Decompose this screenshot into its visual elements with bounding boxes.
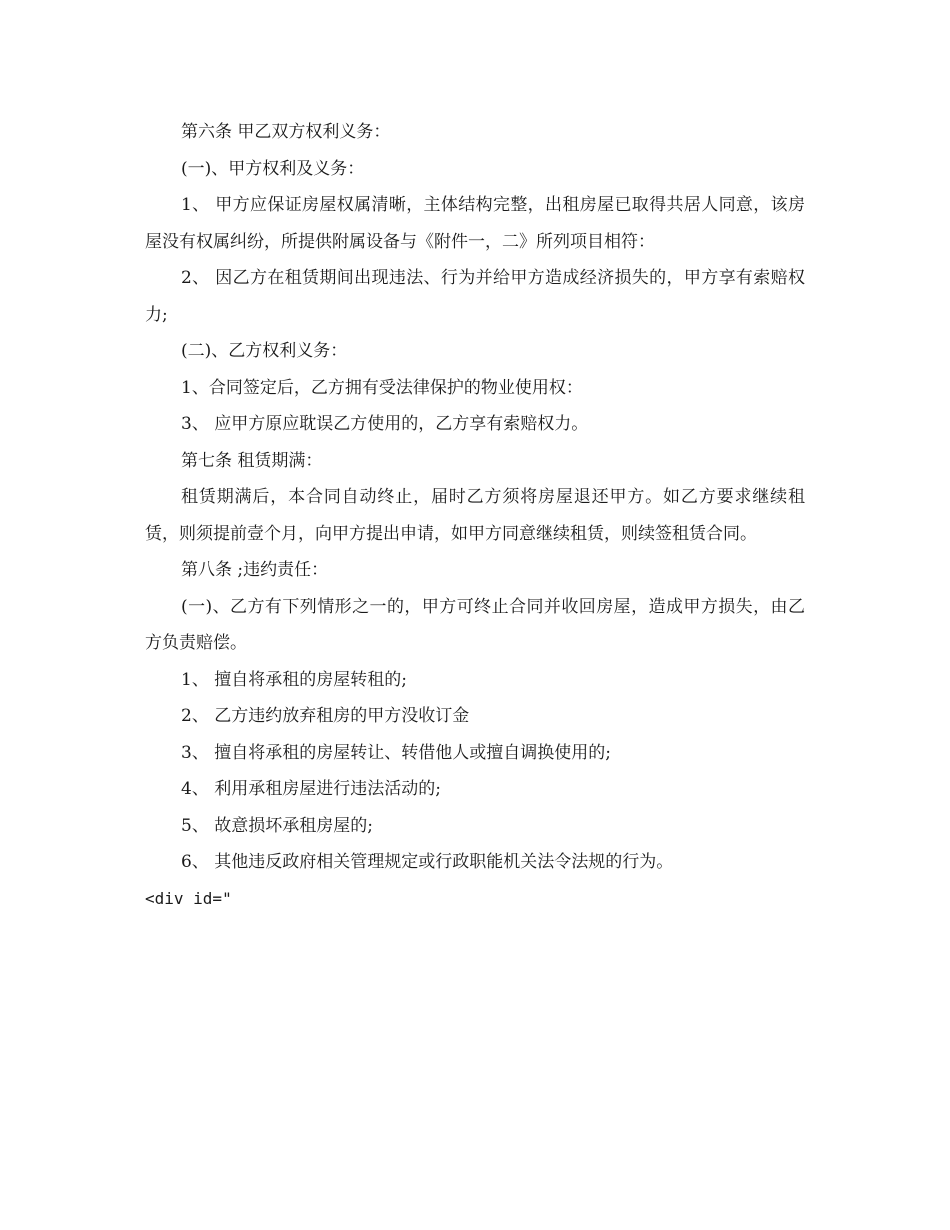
party-a-rights-heading: (一)、甲方权利及义务：	[181, 158, 365, 179]
article-6-heading: 第六条 甲乙双方权利义务：	[181, 122, 391, 142]
party-b-rights-heading: (二)、乙方权利义务：	[181, 341, 348, 361]
party-b-clause-3: 3、 应甲方原应耽误乙方使用的，乙方享有索赔权力。	[181, 414, 589, 434]
article-8-intro: (一)、乙方有下列情形之一的，甲方可终止合同并收回房屋，造成甲方损失，由乙方负责赔偿。	[145, 596, 805, 653]
party-b-clause-1: 1、合同签定后，乙方拥有受法律保护的物业使用权：	[181, 377, 583, 398]
breach-item-5: 5、 故意损坏承租房屋的;	[181, 815, 373, 836]
breach-item-3: 3、 擅自将承租的房屋转让、转借他人或擅自调换使用的;	[181, 742, 611, 763]
breach-item-1: 1、 擅自将承租的房屋转租的;	[181, 669, 407, 690]
article-8-heading: 第八条 ;违约责任：	[181, 560, 329, 580]
breach-item-4: 4、 利用承租房屋进行违法活动的;	[181, 779, 441, 799]
breach-item-6: 6、 其他违反政府相关管理规定或行政职能机关法令法规的行为。	[181, 852, 674, 872]
breach-item-2: 2、 乙方违约放弃租房的甲方没收订金	[181, 706, 470, 726]
article-7-body: 租赁期满后，本合同自动终止，届时乙方须将房屋退还甲方。如乙方要求继续租赁，则须提前壹个月，向甲方提出申请，如甲方同意继续租赁，则续签租赁合同。	[145, 487, 805, 544]
article-7-heading: 第七条 租赁期满：	[181, 450, 323, 471]
party-a-clause-2: 2、 因乙方在租赁期间出现违法、行为并给甲方造成经济损失的，甲方享有索赔权力;	[145, 268, 805, 325]
stray-code-text: <div id="	[145, 888, 232, 908]
document-body	[145, 114, 805, 917]
party-a-clause-1: 1、 甲方应保证房屋权属清晰，主体结构完整，出租房屋已取得共居人同意，该房屋没有权属纠纷，所提供附属设备与《附件一，二》所列项目相符：	[145, 195, 805, 252]
